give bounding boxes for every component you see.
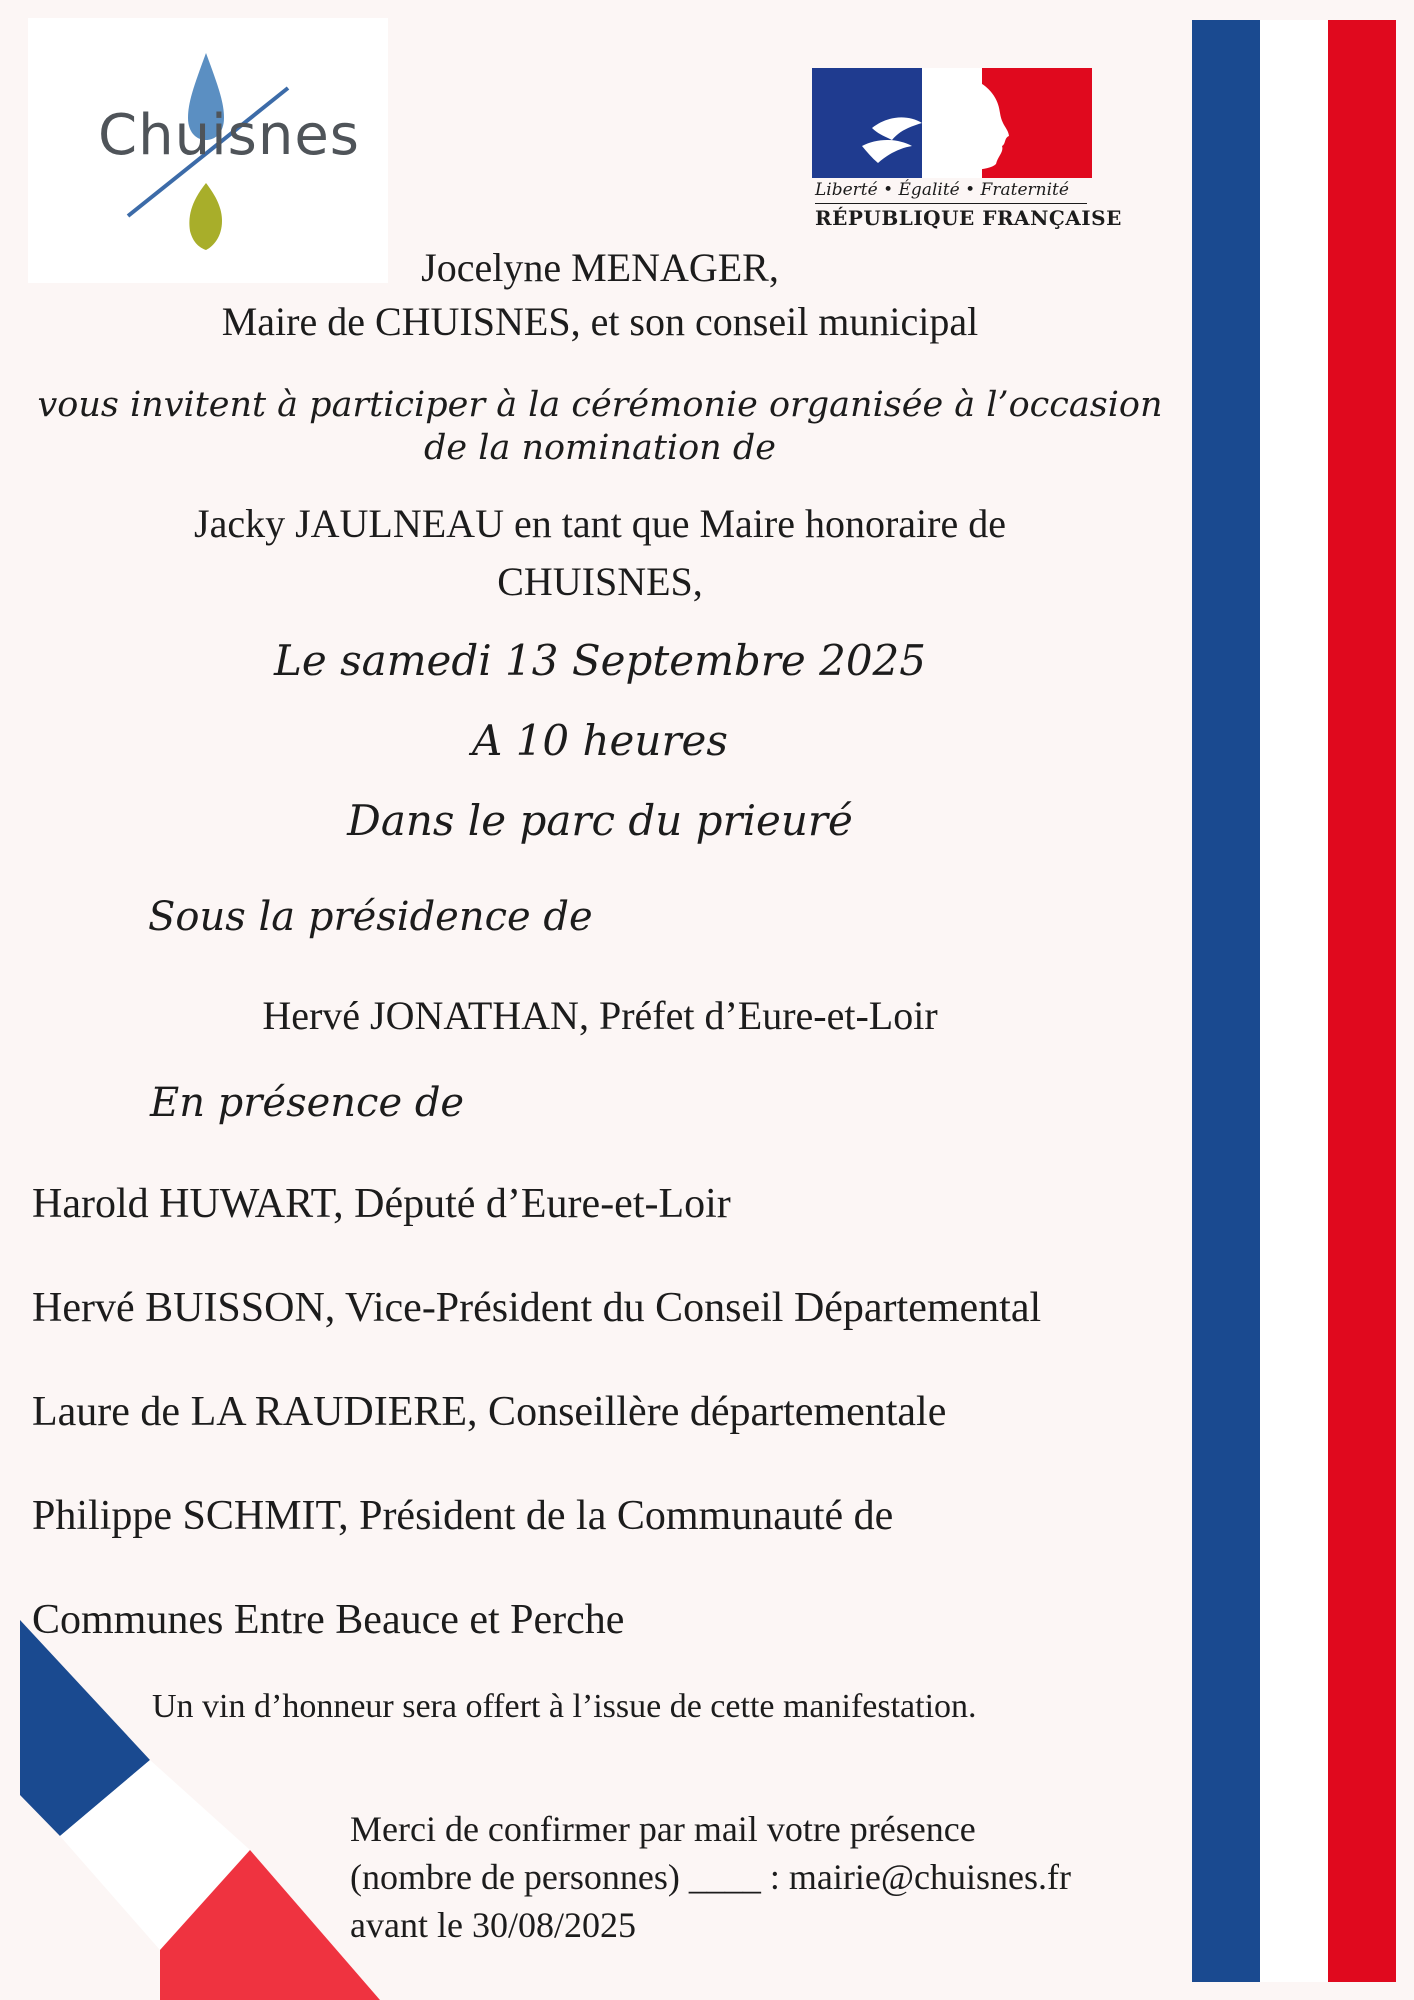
event-time: A 10 heures xyxy=(472,716,728,765)
mayor-name: Jocelyne MENAGER, xyxy=(421,245,779,290)
guest-item: Hervé BUISSON, Vice-Président du Conseil Départemental xyxy=(32,1285,1042,1331)
flag-stripe-red xyxy=(1328,20,1396,1982)
presence-heading: En présence de xyxy=(150,1080,465,1126)
marianne-motto: Liberté • Égalité • Fraternité xyxy=(815,180,1069,200)
rsvp-line-1: Merci de confirmer par mail votre présence xyxy=(350,1809,976,1849)
presidency-heading: Sous la présidence de xyxy=(148,894,593,940)
presidency-name: Hervé JONATHAN, Préfet d’Eure-et-Loir xyxy=(262,993,938,1038)
guest-item: Harold HUWART, Député d’Eure-et-Loir xyxy=(32,1181,731,1227)
flag-stripe-blue xyxy=(1192,20,1260,1982)
mayor-title: Maire de CHUISNES, et son conseil municipal xyxy=(221,299,979,344)
honoree-line-1: Jacky JAULNEAU en tant que Maire honoraire de xyxy=(194,501,1006,546)
honoree-line-2: CHUISNES, xyxy=(497,559,703,604)
flag-stripe-white xyxy=(1260,20,1328,1982)
guest-item: Philippe SCHMIT, Président de la Communauté de xyxy=(32,1493,894,1539)
rsvp-email-line: (nombre de personnes) ____ : mairie@chuisnes.fr xyxy=(350,1857,1071,1897)
reception-note: Un vin d’honneur sera offert à l’issue de cette manifestation. xyxy=(152,1688,977,1725)
event-place: Dans le parc du prieuré xyxy=(347,796,853,845)
marianne-icon xyxy=(812,68,1092,178)
rsvp-deadline: avant le 30/08/2025 xyxy=(350,1905,636,1945)
invitation-line-2: de la nomination de xyxy=(424,428,776,468)
invitation-line-1: vous invitent à participer à la cérémonie organisée à l’occasion xyxy=(37,385,1163,425)
marianne-name: RÉPUBLIQUE FRANÇAISE xyxy=(815,206,1122,230)
marianne-divider xyxy=(815,203,1087,204)
guest-item: Communes Entre Beauce et Perche xyxy=(32,1597,625,1643)
guest-item: Laure de LA RAUDIERE, Conseillère départementale xyxy=(32,1389,947,1435)
republique-francaise-logo xyxy=(812,68,1122,240)
logo-text: Chuisnes xyxy=(98,103,360,168)
event-date: Le samedi 13 Septembre 2025 xyxy=(274,636,926,685)
